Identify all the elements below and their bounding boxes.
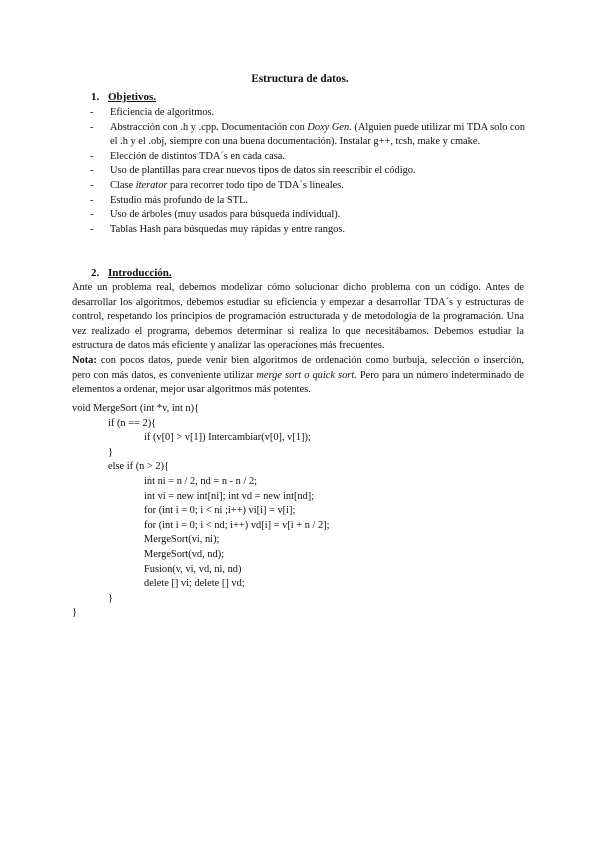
- code-line: int ni = n / 2, nd = n - n / 2;: [144, 475, 258, 487]
- list-item: [90, 208, 530, 223]
- bullet-dash: -: [90, 223, 94, 235]
- code-line: int vi = new int[ni]; int vd = new int[nd];: [144, 490, 315, 502]
- bullet-dash: -: [90, 121, 94, 133]
- bullet-dash: -: [90, 107, 94, 118]
- list-item-text: Abstracción con .h y .cpp. Documentación con: [110, 121, 308, 133]
- code-line: }: [108, 446, 113, 458]
- objectives-list: [90, 106, 530, 237]
- list-item-text: Tablas Hash para búsquedas muy rápidas y entre rangos.: [110, 223, 346, 235]
- document-title: Estructura de datos.: [251, 73, 349, 85]
- section-label: Introducción.: [108, 267, 172, 279]
- list-item-text: Clase: [110, 179, 136, 191]
- code-line: delete [] vi; delete [] vd;: [144, 578, 245, 590]
- doxygen-term: Doxy Gen.: [307, 121, 352, 133]
- section-label: Objetivos.: [108, 91, 156, 103]
- list-item-text: Uso de árboles (muy usados para búsqueda individual).: [110, 209, 341, 221]
- bullet-dash: -: [90, 209, 94, 221]
- note-emphasis: merge sort o quick sort.: [256, 369, 357, 381]
- code-line: else if (n > 2){: [108, 461, 170, 473]
- list-item-text: Elección de distintos TDA´s en cada casa.: [110, 150, 285, 162]
- list-item-text: Uso de plantillas para crear nuevos tipos de datos sin reescribir el código.: [110, 165, 416, 177]
- list-item: [90, 223, 530, 238]
- bullet-dash: -: [90, 194, 94, 206]
- bullet-dash: -: [90, 179, 94, 191]
- bullet-dash: -: [90, 150, 94, 162]
- section-heading-objetivos: [91, 90, 156, 105]
- note-paragraph: [72, 354, 524, 398]
- note-text: con pocos datos, puede venir bien algoritmos de ordenación como burbuja, selección o inserción, pero con más datos, es conveniente utilizar: [72, 354, 524, 381]
- introduction-body: [72, 281, 524, 398]
- list-item: [90, 121, 530, 150]
- list-item-text: Estudio más profundo de la STL.: [110, 194, 248, 206]
- intro-paragraph: Ante un problema real, debemos modelizar cómo solucionar dicho problema con un código. Antes de desarrollar los algoritmos, debemos estudiar su eficiencia y empezar a desarrollar TDA´s y estructuras de control, respetando los principios de programación estructurada y de metodología de la programación. Una vez realizado el programa, debemos determinar si realiza lo que necesitábamos. Debemos estudiar la estructura de datos más eficiente y analizar las operaciones más frecuentes.: [72, 282, 524, 352]
- list-item: [90, 179, 530, 194]
- list-item: [90, 194, 530, 209]
- code-line: for (int i = 0; i < nd; i++) vd[i] = v[i + n / 2];: [144, 519, 330, 531]
- code-line: Fusion(v, vi, vd, ni, nd): [144, 563, 242, 575]
- code-line: }: [72, 607, 77, 619]
- list-item-text: (Alguien puede utilizar mi TDA solo con el .h y el .obj, siempre con una buena documentación). Instalar g++, tcsh, make y cmake.: [110, 121, 526, 148]
- list-item: [90, 150, 530, 165]
- code-line: void MergeSort (int *v, int n){: [72, 403, 200, 414]
- list-item-text: Eficiencia de algoritmos.: [110, 107, 215, 118]
- code-line: MergeSort(vi, ni);: [144, 534, 220, 546]
- section-number: 1.: [91, 91, 100, 103]
- note-label: Nota:: [72, 354, 97, 366]
- code-line: MergeSort(vd, nd);: [144, 548, 225, 560]
- section-heading-introduccion: [91, 266, 172, 281]
- code-listing: [72, 402, 524, 621]
- list-item-text: para recorrer todo tipo de TDA´s lineales.: [167, 179, 344, 191]
- code-line: for (int i = 0; i < ni ;i++) vi[i] = v[i];: [144, 505, 296, 517]
- section-number: 2.: [91, 267, 100, 279]
- code-line: }: [108, 592, 113, 604]
- list-item: [90, 164, 530, 179]
- bullet-dash: -: [90, 165, 94, 177]
- list-item: [90, 106, 530, 121]
- note-text: Pero para un número indeterminado de elementos a ordenar, mejor usar algoritmos más potentes.: [72, 369, 525, 396]
- code-line: if (n == 2){: [108, 417, 157, 429]
- code-line: if (v[0] > v[1]) Intercambiar(v[0], v[1]);: [144, 432, 311, 444]
- iterator-term: iterator: [135, 179, 168, 191]
